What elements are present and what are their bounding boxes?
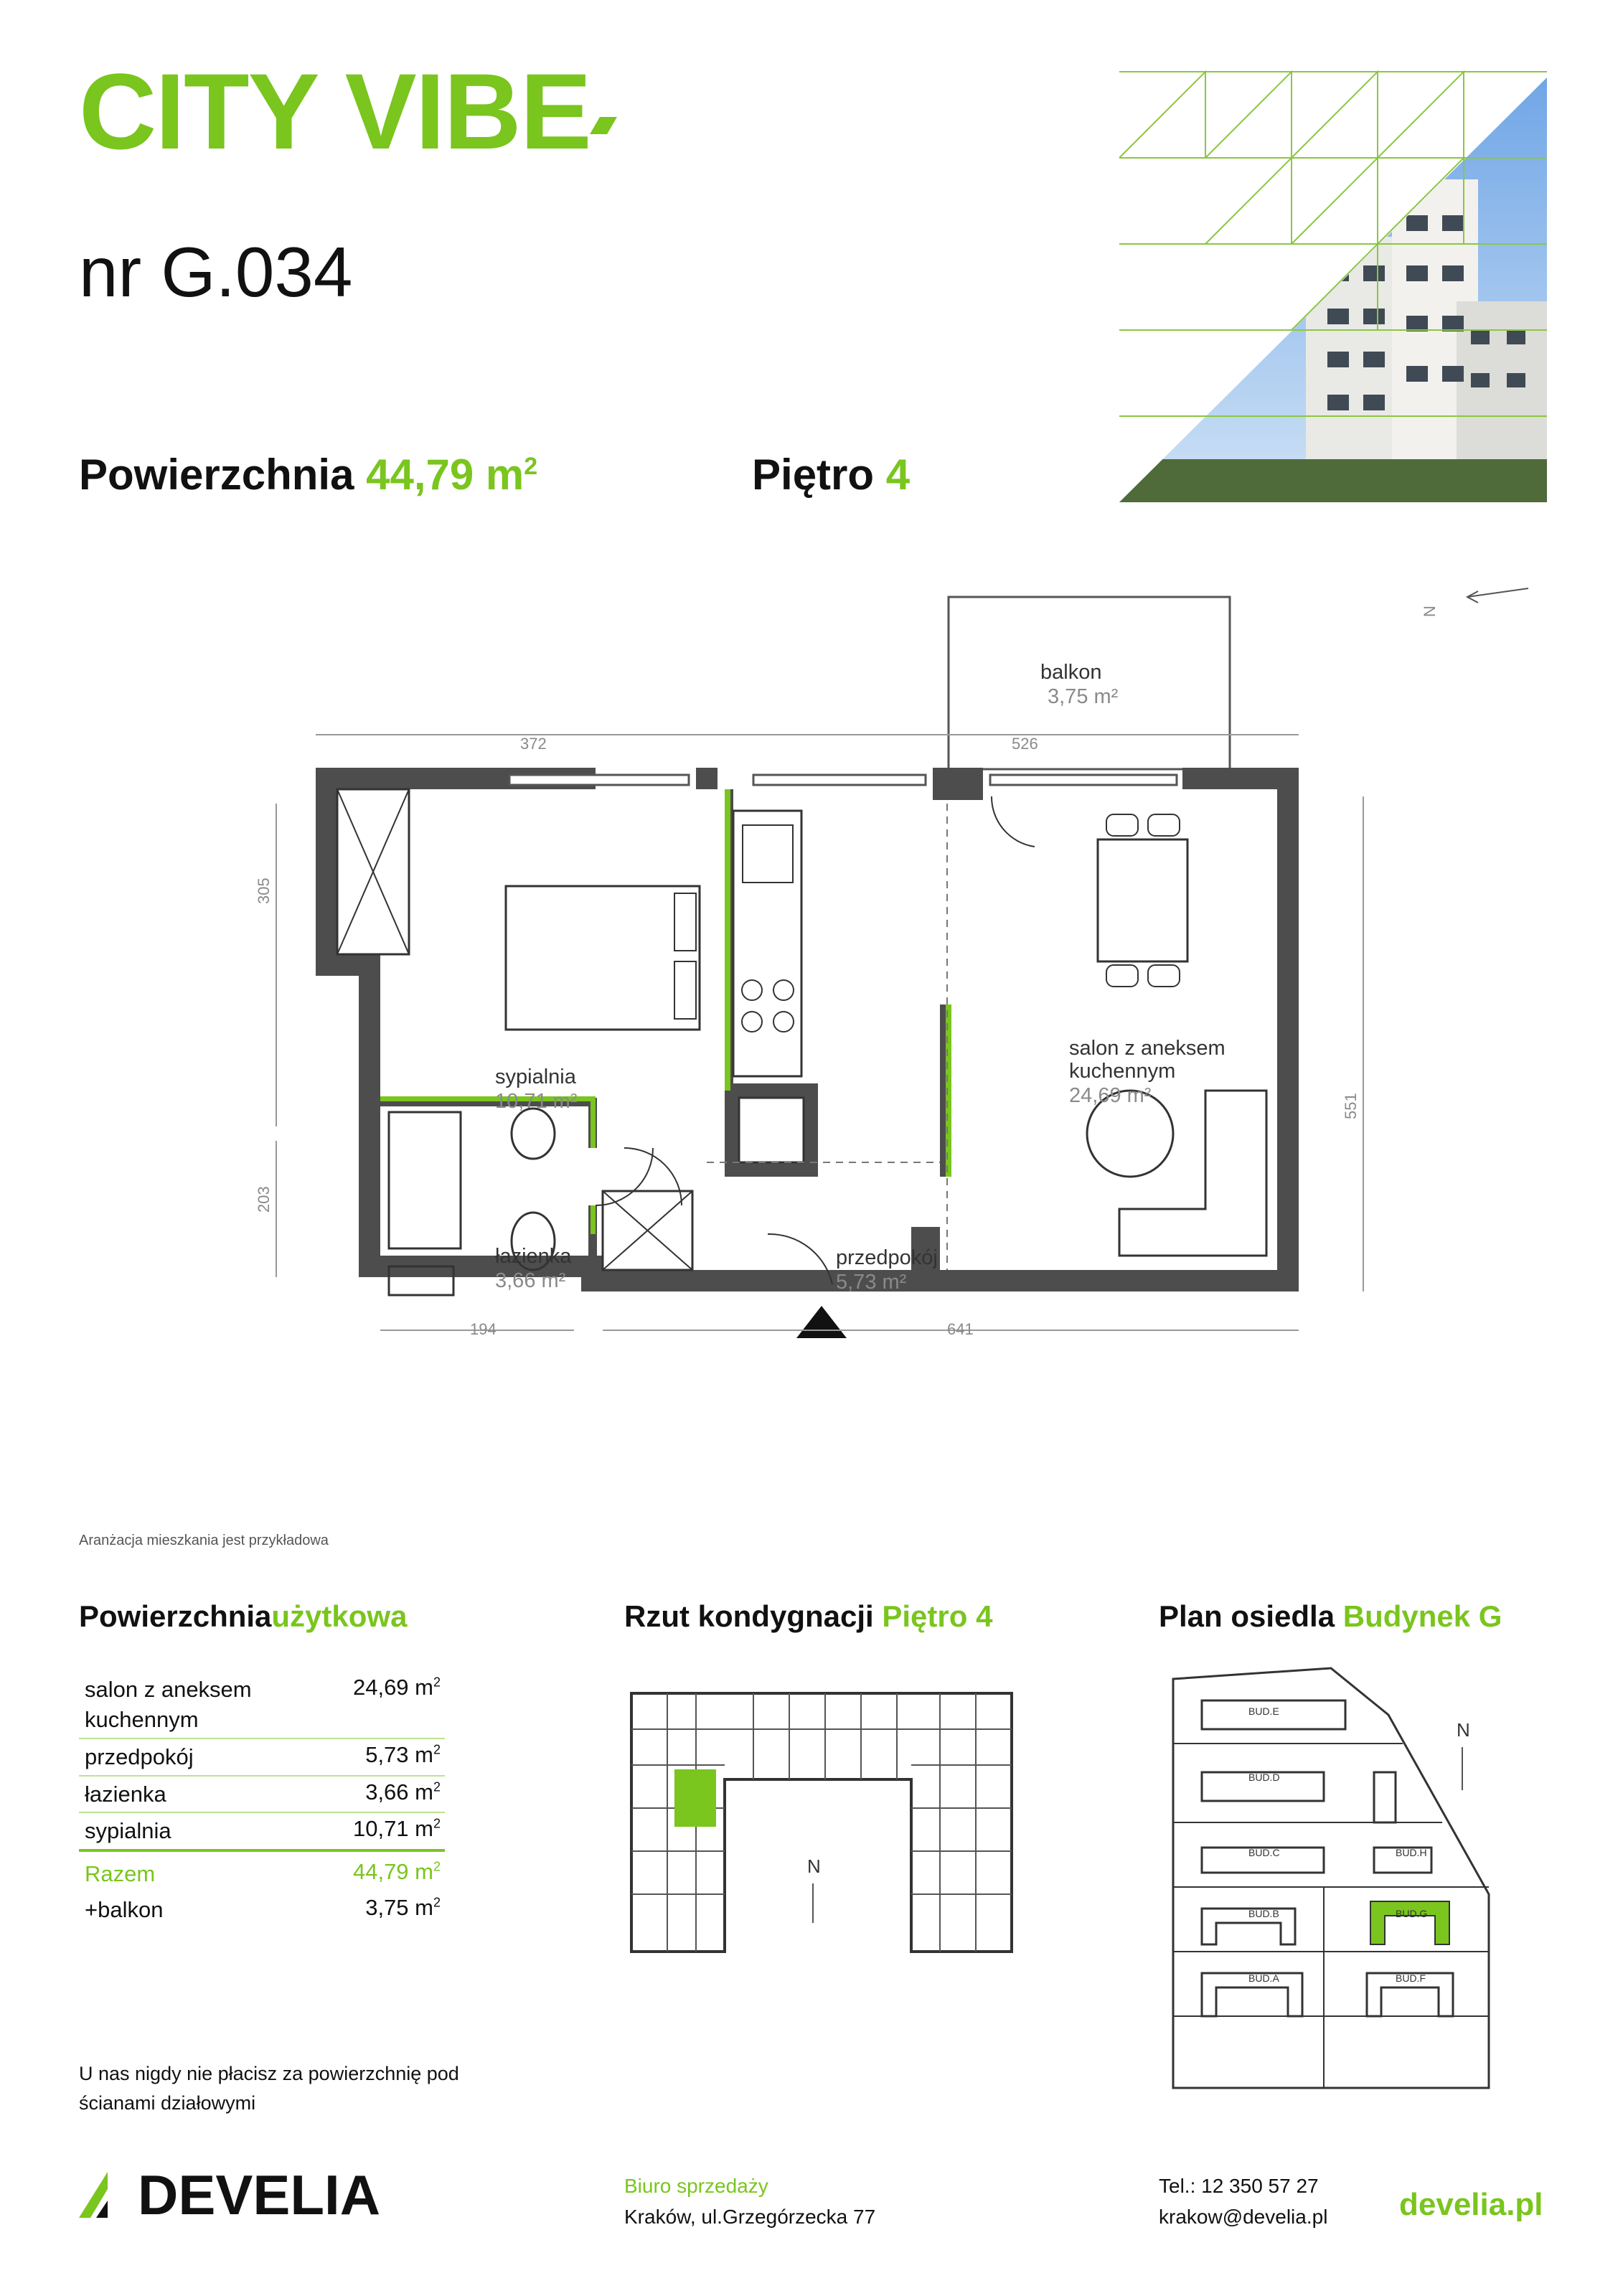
sales-office (624, 2170, 875, 2233)
develia-logo (79, 2163, 381, 2226)
dim-left-bottom: 203 (255, 1186, 273, 1213)
room-lazienka-area: 3,66 m² (495, 1269, 566, 1292)
room-salon-label-2: kuchennym (1069, 1060, 1176, 1083)
dim-top-left: 372 (520, 735, 547, 753)
table-row-balcony: +balkon 3,75 $m^2$ (85, 1895, 441, 1923)
company-name: DEVELIA (138, 2163, 381, 2226)
site-plan-map (1159, 1657, 1496, 2117)
layout-note: Aranżacja mieszkania jest przykładowa (79, 1533, 329, 1548)
table-row: łazienka 3,66 $m^2$ (79, 1777, 445, 1814)
plan-north-label: N (1421, 606, 1439, 617)
floor-value: 4 (885, 451, 911, 499)
develia-mark-icon (79, 2172, 125, 2218)
brand-name: CITY VIBE (79, 51, 591, 171)
dim-left-top: 305 (255, 878, 273, 904)
table-row: przedpokój 5,73 $m^2$ (79, 1739, 445, 1777)
room-balkon-area: 3,75 m² (1048, 685, 1119, 708)
site-building-label: BUD.C (1248, 1847, 1280, 1858)
dim-bottom-right: 641 (947, 1320, 974, 1338)
table-row: salon z aneksem kuchennym 24,69 $m^2$ (79, 1672, 445, 1739)
area-label: Powierzchnia (79, 451, 354, 499)
apartment-highlight (674, 1769, 716, 1827)
slogan: U nas nigdy nie płacisz za powierzchnię pod ścianami działowymi (79, 2063, 459, 2114)
entrance-arrow-icon (796, 1306, 847, 1338)
area-value: 44,79 $m^2$ (366, 451, 538, 499)
area-heading (79, 453, 537, 497)
dim-top-right: 526 (1012, 735, 1038, 753)
dim-bottom-left: 194 (470, 1320, 497, 1338)
floor-label: Piętro (752, 451, 875, 499)
site-building-label: BUD.B (1248, 1908, 1279, 1919)
office-title: Biuro sprzedaży (624, 2175, 768, 2197)
site-building-label: BUD.A (1248, 1972, 1279, 1984)
brand-logo (79, 51, 612, 171)
dim-right: 551 (1342, 1093, 1360, 1119)
room-lazienka-label: łazienka (495, 1245, 572, 1268)
room-balkon-label: balkon (1040, 661, 1102, 684)
exterior-walls (316, 768, 1299, 1292)
room-przedpokoj-area: 5,73 m² (836, 1271, 907, 1294)
table-row-total: Razem 44,79 $m^2$ (85, 1859, 441, 1887)
contact-info (1159, 2170, 1327, 2233)
apartment-floor-plan (237, 567, 1439, 1492)
floor-plan-thumbnail (624, 1679, 1012, 1959)
site-building-label: BUD.E (1248, 1705, 1279, 1717)
site-building-label: BUD.G (1396, 1908, 1428, 1919)
floor-plan-title: Rzut kondygnacji Piętro 4 (624, 1599, 993, 1633)
usable-area-table (79, 1672, 445, 1928)
room-salon-label: salon z aneksem (1069, 1037, 1226, 1060)
site-building-label: BUD.D (1248, 1772, 1280, 1783)
room-sypialnia-label: sypialnia (495, 1065, 576, 1088)
office-address: Kraków, ul.Grzegórzecka 77 (624, 2206, 876, 2229)
table-row: sypialnia 10,71 $m^2$ (79, 1813, 445, 1852)
room-salon-area: 24,69 m² (1069, 1084, 1152, 1107)
site-plan-title: Plan osiedla Budynek G (1159, 1599, 1502, 1633)
floor-plan-north-label: N (807, 1855, 821, 1877)
brand-mark-icon (590, 117, 617, 134)
floor-heading (752, 453, 910, 497)
usable-area-title: Powierzchniaużytkowa (79, 1599, 408, 1633)
building-visualization (1119, 72, 1547, 502)
apartment-number: nr G.034 (79, 232, 353, 311)
website-link[interactable]: develia.pl (1399, 2187, 1543, 2222)
site-building-label: BUD.H (1396, 1847, 1427, 1858)
phone-number[interactable]: Tel.: 12 350 57 27 (1159, 2175, 1319, 2197)
site-plan-north-label: N (1457, 1719, 1470, 1741)
email-link[interactable]: krakow@develia.pl (1159, 2206, 1328, 2229)
room-przedpokoj-label: przedpokój (836, 1246, 938, 1269)
room-sypialnia-area: 10,71 m² (495, 1090, 578, 1113)
site-building-label: BUD.F (1396, 1972, 1426, 1984)
